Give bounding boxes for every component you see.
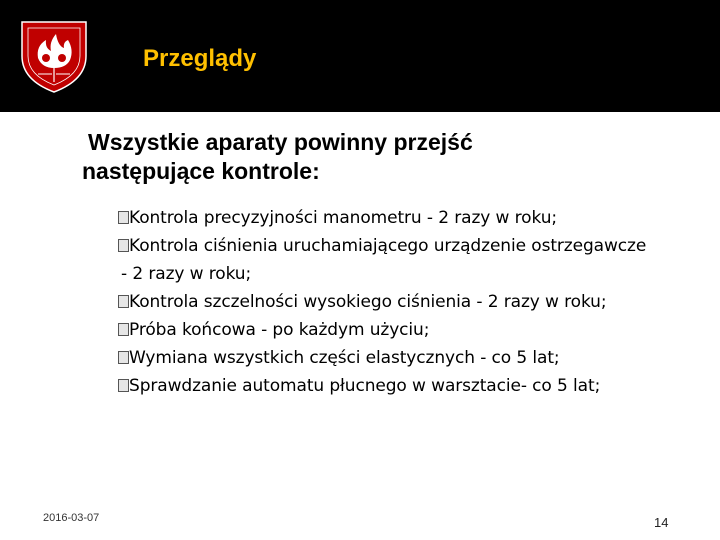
list-item: Kontrola szczelności wysokiego ciśnienia - 2 razy w roku; xyxy=(129,292,607,312)
header-bar xyxy=(0,0,720,112)
list-item: Wymiana wszystkich części elastycznych - co 5 lat; xyxy=(129,348,560,368)
slide-title: Przeglądy xyxy=(143,45,257,72)
list-item: Sprawdzanie automatu płucnego w warsztacie- co 5 lat; xyxy=(129,376,601,396)
page-number: 14 xyxy=(654,515,669,530)
slide-heading xyxy=(82,128,642,186)
list-item: Kontrola ciśnienia uruchamiającego urządzenie ostrzegawcze xyxy=(129,236,647,256)
heading-line: następujące kontrole: xyxy=(82,158,320,184)
footer-date: 2016-03-07 xyxy=(43,512,100,524)
heading-line: Wszystkie aparaty powinny przejść xyxy=(88,129,473,155)
list-item: Kontrola precyzyjności manometru - 2 razy w roku; xyxy=(129,208,557,228)
fire-brigade-logo-icon xyxy=(16,18,92,94)
bullet-list xyxy=(118,204,718,400)
list-item: Próba końcowa - po każdym użyciu; xyxy=(129,320,430,340)
list-item-continuation: - 2 razy w roku; xyxy=(121,264,252,284)
